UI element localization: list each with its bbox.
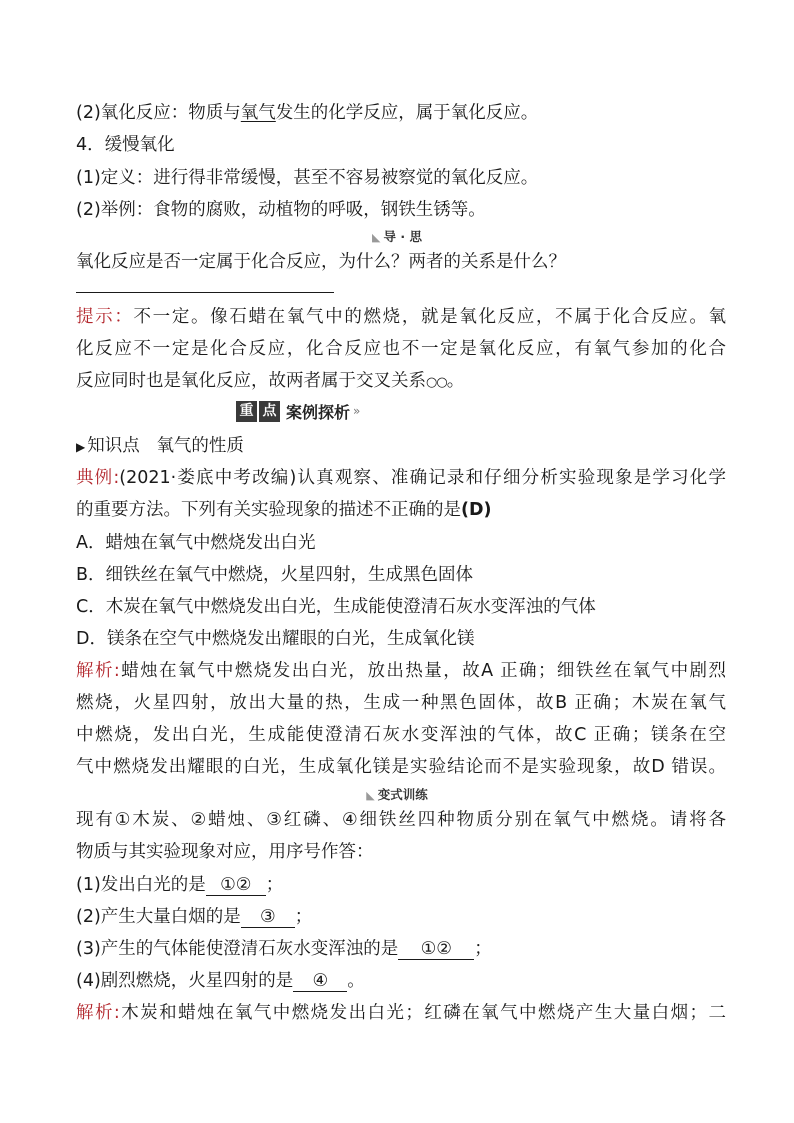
banner-char-box-2: 点 (259, 401, 280, 422)
example-stem-2: 的重要方法。下列有关实验现象的描述不正确的是(D) (76, 500, 492, 520)
option-d: D．镁条在空气中燃烧发出耀眼的白光，生成氧化镁 (76, 629, 475, 649)
analysis-line-2: 燃烧，火星四射，放出大量的热，生成一种黑色固体，故B 正确；木炭在氧气 (76, 693, 726, 713)
knowledge-point: ▶ 知识点 氧气的性质 (76, 434, 726, 459)
section-banner (236, 400, 360, 422)
tip-line-3: 反应同时也是氧化反应，故两者属于交叉关系○○。 (76, 371, 465, 391)
variant-stem-1: 现有①木炭、②蜡烛、③红磷、④细铁丝四种物质分别在氧气中燃烧。请将各 (76, 810, 726, 830)
answer-divider (76, 292, 334, 293)
answer-blank-4: ④ (293, 971, 347, 992)
heading-slow-oxidation: 4．缓慢氧化 (76, 135, 175, 155)
variant-stem-2: 物质与其实验现象对应，用序号作答： (76, 842, 374, 862)
variant-question-3: (3)产生的气体能使澄清石灰水变浑浊的是 ①② ； (76, 939, 492, 959)
analysis-line-4: 气中燃烧发出耀眼的白光，生成氧化镁是实验结论而不是实验现象，故D 错误。 (76, 757, 726, 777)
tip-line-2: 化反应不一定是化合反应，化合反应也不一定是氧化反应，有氧气参加的化合 (76, 339, 726, 359)
text-line-oxidation-reaction: (2)氧化反应：物质与氧气发生的化学反应，属于氧化反应。 (76, 103, 539, 123)
tip-line-1: 提示：不一定。像石蜡在氧气中的燃烧，就是氧化反应，不属于化合反应。氧 (76, 307, 726, 327)
variant-question-2: (2)产生大量白烟的是 ③ ； (76, 907, 313, 927)
variant-analysis-label: 解析: (76, 1003, 120, 1023)
analysis-label: 解析: (76, 661, 120, 681)
variant-question-1: (1)发出白光的是 ①② ； (76, 875, 284, 895)
tip-label: 提示： (76, 307, 134, 327)
analysis-line-1: 解析:蜡烛在氧气中燃烧发出白光，放出热量，故A 正确；细铁丝在氧气中剧烈 (76, 661, 726, 681)
banner-title: 案例探析 (286, 402, 351, 422)
circle-marks: ○○ (426, 375, 447, 390)
variant-question-4: (4)剧烈燃烧，火星四射的是 ④ 。 (76, 971, 365, 991)
answer-blank-2: ③ (241, 907, 295, 928)
banner-char-box-1: 重 (236, 401, 257, 422)
analysis-line-3: 中燃烧，发出白光，生成能使澄清石灰水变浑浊的气体，故C 正确；镁条在空 (76, 725, 726, 745)
variant-analysis-line-1: 解析:木炭和蜡烛在氧气中燃烧发出白光；红磷在氧气中燃烧产生大量白烟；二 (76, 1003, 727, 1023)
variant-marker-icon: ◣ (366, 789, 375, 802)
example-stem-1: 典例:(2021·娄底中考改编)认真观察、准确记录和仔细分析实验现象是学习化学 (76, 468, 726, 488)
option-a: A．蜡烛在氧气中燃烧发出白光 (76, 533, 316, 553)
answer-blank-1: ①② (206, 875, 266, 896)
answer-blank-3: ①② (398, 939, 474, 960)
banner-arrow-icon: » (353, 404, 361, 418)
option-b: B．细铁丝在氧气中燃烧，火星四射，生成黑色固体 (76, 565, 474, 585)
flag-icon: ▶ (76, 440, 86, 454)
example-label: 典例: (76, 468, 120, 488)
guide-question: 氧化反应是否一定属于化合反应，为什么？两者的关系是什么？ (76, 252, 566, 272)
text-line-definition: (1)定义：进行得非常缓慢，甚至不容易被察觉的氧化反应。 (76, 168, 539, 188)
underlined-oxygen: 氧气 (240, 103, 276, 123)
variant-heading: ◣ 变式训练 (366, 787, 428, 802)
example-answer: (D) (461, 500, 492, 520)
option-c: C．木炭在氧气中燃烧发出白光，生成能使澄清石灰水变浑浊的气体 (76, 597, 596, 617)
guide-marker-icon: ◣ (372, 231, 381, 244)
text-line-examples: (2)举例：食物的腐败，动植物的呼吸，钢铁生锈等。 (76, 200, 486, 220)
guide-heading: ◣ 导 · 思 (372, 229, 422, 244)
